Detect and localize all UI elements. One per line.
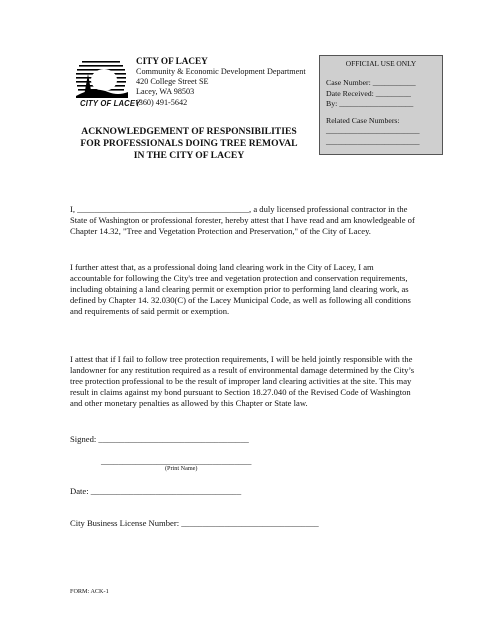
date-line[interactable]: Date: ___________________________________ xyxy=(70,486,242,496)
case-number-field[interactable]: Case Number: ___________ xyxy=(326,78,416,87)
signature-line[interactable]: Signed: ___________________________________ xyxy=(70,434,249,444)
city-state-zip: Lacey, WA 98503 xyxy=(136,87,195,97)
date-received-field[interactable]: Date Received: _________ xyxy=(326,88,411,98)
title-line: IN THE CITY OF LACEY xyxy=(133,150,245,162)
related-case-line[interactable]: ________________________ xyxy=(326,136,420,146)
official-use-box xyxy=(319,55,443,155)
official-use-title: OFFICIAL USE ONLY xyxy=(345,59,417,68)
phone-number: (360) 491-5642 xyxy=(136,97,188,107)
org-address-block xyxy=(136,56,306,108)
city-name: CITY OF LACEY xyxy=(136,56,208,66)
department-name: Community & Economic Development Department xyxy=(136,67,306,76)
logo-text: CITY OF LACEY xyxy=(80,98,141,108)
title-line: ACKNOWLEDGEMENT OF RESPONSIBILITIES xyxy=(81,126,297,137)
form-identifier: FORM: ACK-1 xyxy=(70,588,109,595)
print-name-caption: (Print Name) xyxy=(165,465,198,472)
title-line: FOR PROFESSIONALS DOING TREE REMOVAL xyxy=(80,138,298,150)
document-title xyxy=(64,126,314,163)
business-license-line[interactable]: City Business License Number: ________________________________ xyxy=(70,518,319,528)
by-field[interactable]: By: ___________________ xyxy=(326,99,414,109)
street-address: 420 College Street SE xyxy=(136,77,209,87)
related-case-line[interactable]: ________________________ xyxy=(326,126,420,136)
attestation-paragraph: I, ________________________________________, a duly licensed professional contractor in the State of Washington or professional forester, hereby attest that I have read and am knowledgeable of Chapter 14.32, "Tree and Vegetation Protection and Preservation," of the City of Lacey. xyxy=(70,204,415,237)
accountability-paragraph: I further attest that, as a professional doing land clearing work in the City of Lacey, I am accountable for following the City's tree and vegetation protection and conservation requirements, including obtaining a land clearing permit or exemption prior to performing land clearing work, as defined by Chapter 14. 32.030(C) of the Lacey Municipal Code, as well as following all conditions and requirements of said permit or exemption. xyxy=(70,262,411,317)
liability-paragraph: I attest that if I fail to follow tree protection requirements, I will be held jointly responsible with the landowner for any restitution required as a result of environmental damage determined by the City’s tree protection professional to be the result of improper land clearing activities at the site. This may result in claims against my bond pursuant to Section 18.27.040 of the Revised Code of Washington and other monetary penalties as allowed by this Chapter or State law. xyxy=(70,354,415,409)
city-of-lacey-logo xyxy=(74,56,141,112)
print-name-line[interactable]: ___________________________________ xyxy=(101,456,252,466)
related-case-numbers-label: Related Case Numbers: xyxy=(326,115,400,125)
